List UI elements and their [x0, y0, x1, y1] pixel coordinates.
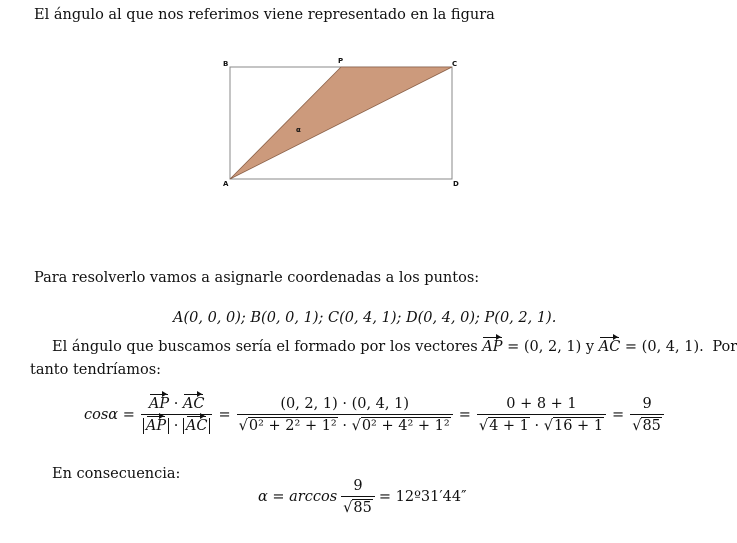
result-num: 9: [353, 478, 363, 494]
frac4-num: 9: [642, 396, 652, 412]
frac4-den: 85: [642, 418, 661, 434]
frac1-vec-ac: AC: [182, 396, 205, 412]
formula-result: [258, 478, 467, 516]
formula-lhs: cosα =: [84, 407, 135, 423]
frac1-dot: ·: [173, 396, 179, 412]
fraction-4: $\frac{9}{√85}$: [630, 396, 664, 434]
label-d: D: [453, 180, 459, 188]
equals-2: =: [458, 407, 471, 423]
triangle-apc: [230, 67, 452, 179]
formula-cosine: [84, 396, 664, 434]
geometry-figure: [0, 0, 704, 260]
vector-ap-value: = (0, 2, 1): [507, 339, 582, 355]
coordinates-line: A(0, 0, 0); B(0, 0, 1); C(0, 4, 1); D(0, 4, 0); P(0, 2, 1).: [173, 310, 557, 326]
result-den: 85: [353, 500, 372, 516]
result-fraction: $\frac{9}{√85}$: [341, 478, 375, 516]
equals-1: =: [218, 407, 231, 423]
para2-text: El ángulo que buscamos sería el formado por los vectores: [52, 339, 478, 355]
result-rhs: = 12º31′44″: [378, 489, 467, 505]
frac2-num: (0, 2, 1) · (0, 4, 1): [280, 396, 409, 412]
frac3-den-mid: ·: [534, 418, 540, 434]
label-c: C: [452, 60, 458, 68]
label-b: B: [223, 60, 229, 68]
consequence-text: En consecuencia:: [52, 466, 181, 482]
frac2-den-a: 0² + 2² + 1²: [248, 418, 337, 434]
frac1-vec-ap: AP: [148, 396, 170, 412]
label-p: P: [338, 57, 344, 65]
fraction-2: $\frac{(0, 2, 1) \cdot (0, 4, 1)}{\text{√0² + 2² + 1² · √0² + 4² + 1²}}$: [237, 396, 453, 434]
frac2-den-b: 0² + 4² + 1²: [361, 418, 450, 434]
vector-ap: AP: [482, 339, 503, 355]
para2-conj: y: [585, 339, 595, 355]
fraction-3: $\frac{0 + 8 + 1}{√4 + 1 \cdot √16 + 1}$: [477, 396, 606, 434]
label-alpha: α: [296, 126, 301, 134]
frac3-den-a: 4 + 1: [489, 418, 529, 434]
paragraph-2-line-1: [52, 339, 737, 355]
frac1-den-ap: AP: [145, 418, 167, 434]
vector-ac-value: = (0, 4, 1).: [624, 339, 704, 355]
frac3-den-b: 16 + 1: [554, 418, 604, 434]
frac1-den-dot: ·: [173, 418, 179, 434]
paragraph-2-line-2: tanto tendríamos:: [30, 362, 162, 378]
vector-ac: AC: [598, 339, 621, 355]
result-lhs: α = arccos: [258, 489, 338, 505]
label-a: A: [223, 180, 229, 188]
paragraph-1: Para resolverlo vamos a asignarle coordenadas a los puntos:: [34, 270, 480, 286]
equals-3: =: [612, 407, 625, 423]
frac2-den-mid: ·: [342, 418, 347, 434]
frac3-num: 0 + 8 + 1: [506, 396, 577, 412]
frac1-den-ac: AC: [185, 418, 208, 434]
para2-tail: Por: [712, 339, 737, 355]
intro-text: El ángulo al que nos referimos viene representado en la figura: [34, 7, 495, 23]
fraction-1: [141, 396, 213, 434]
